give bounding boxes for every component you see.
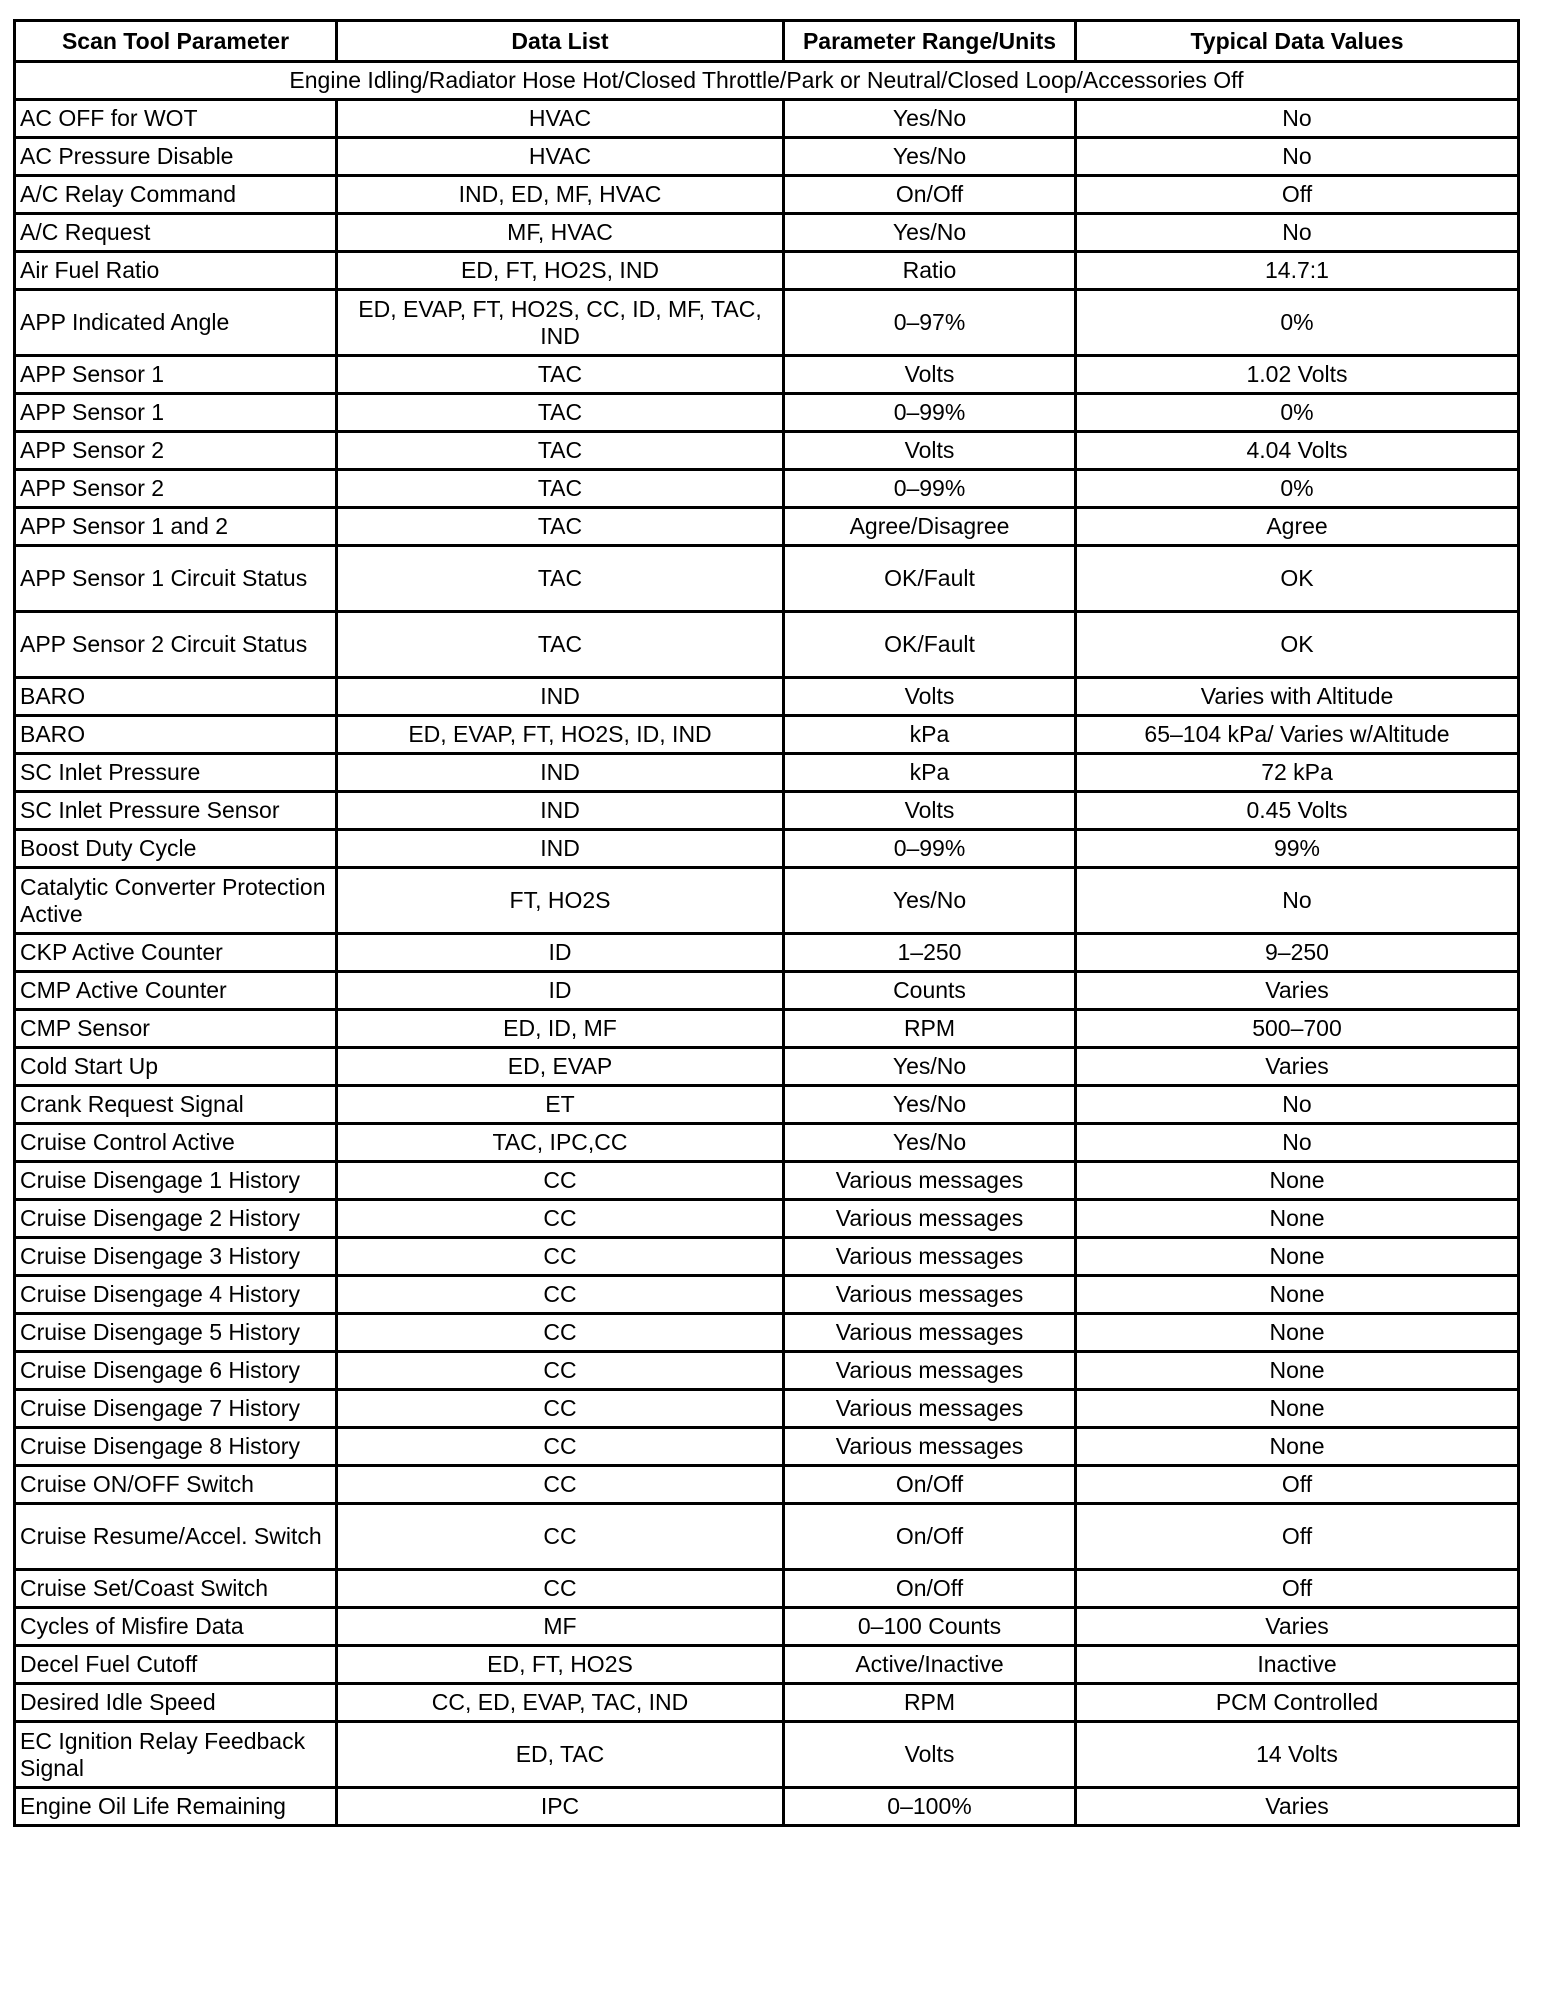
range-cell: Agree/Disagree [784,508,1076,546]
table-row [15,1124,1519,1162]
data-list-cell: IND [337,830,784,868]
data-list-cell: HVAC [337,138,784,176]
table-row [15,290,1519,356]
typical-cell: 4.04 Volts [1076,432,1519,470]
param-cell: APP Sensor 2 [15,470,337,508]
param-cell: Cold Start Up [15,1048,337,1086]
table-row [15,1086,1519,1124]
table-row [15,470,1519,508]
table-row [15,972,1519,1010]
typical-cell: No [1076,138,1519,176]
data-list-cell: TAC [337,546,784,612]
typical-cell: Inactive [1076,1646,1519,1684]
range-cell: Volts [784,432,1076,470]
param-cell: Cruise Set/Coast Switch [15,1570,337,1608]
data-list-cell: IND [337,678,784,716]
typical-cell: Off [1076,176,1519,214]
typical-cell: None [1076,1352,1519,1390]
data-list-cell: ED, EVAP, FT, HO2S, CC, ID, MF, TAC, IND [337,290,784,356]
table-row [15,214,1519,252]
typical-cell: Agree [1076,508,1519,546]
table-row [15,1048,1519,1086]
table-row [15,1570,1519,1608]
data-list-cell: IND [337,754,784,792]
data-list-cell: CC [337,1504,784,1570]
typical-cell: PCM Controlled [1076,1684,1519,1722]
range-cell: 0–97% [784,290,1076,356]
data-list-cell: CC [337,1466,784,1504]
typical-cell: 0% [1076,290,1519,356]
range-cell: Yes/No [784,868,1076,934]
param-cell: CMP Sensor [15,1010,337,1048]
range-cell: OK/Fault [784,546,1076,612]
data-list-cell: ED, ID, MF [337,1010,784,1048]
table-row [15,1200,1519,1238]
data-list-cell: HVAC [337,100,784,138]
range-cell: Yes/No [784,214,1076,252]
range-cell: 0–100% [784,1788,1076,1826]
typical-cell: None [1076,1428,1519,1466]
typical-cell: Varies with Altitude [1076,678,1519,716]
typical-cell: OK [1076,546,1519,612]
data-list-cell: TAC, IPC,CC [337,1124,784,1162]
table-row [15,1352,1519,1390]
table-row [15,830,1519,868]
data-list-cell: CC [337,1200,784,1238]
condition-row [15,62,1519,100]
range-cell: Active/Inactive [784,1646,1076,1684]
test-condition: Engine Idling/Radiator Hose Hot/Closed Throttle/Park or Neutral/Closed Loop/Accessories Off [15,62,1519,100]
table-row [15,394,1519,432]
table-row [15,1466,1519,1504]
typical-cell: Off [1076,1466,1519,1504]
data-list-cell: IPC [337,1788,784,1826]
data-list-cell: CC [337,1276,784,1314]
range-cell: Various messages [784,1162,1076,1200]
data-list-cell: ED, TAC [337,1722,784,1788]
param-cell: Crank Request Signal [15,1086,337,1124]
data-list-cell: TAC [337,508,784,546]
param-cell: Cruise Control Active [15,1124,337,1162]
typical-cell: No [1076,868,1519,934]
data-list-cell: CC [337,1570,784,1608]
table-row [15,138,1519,176]
param-cell: Cruise Disengage 1 History [15,1162,337,1200]
param-cell: Engine Oil Life Remaining [15,1788,337,1826]
data-list-cell: CC [337,1314,784,1352]
param-cell: A/C Request [15,214,337,252]
data-list-cell: IND [337,792,784,830]
range-cell: Various messages [784,1428,1076,1466]
typical-cell: None [1076,1314,1519,1352]
typical-cell: 72 kPa [1076,754,1519,792]
typical-cell: Off [1076,1504,1519,1570]
param-cell: Boost Duty Cycle [15,830,337,868]
param-cell: Cruise Disengage 5 History [15,1314,337,1352]
range-cell: Various messages [784,1200,1076,1238]
data-list-cell: CC [337,1352,784,1390]
param-cell: A/C Relay Command [15,176,337,214]
range-cell: kPa [784,716,1076,754]
table-row [15,868,1519,934]
table-row [15,1608,1519,1646]
typical-cell: 14.7:1 [1076,252,1519,290]
range-cell: Yes/No [784,1086,1076,1124]
range-cell: 0–99% [784,394,1076,432]
typical-cell: 0% [1076,394,1519,432]
range-cell: On/Off [784,1504,1076,1570]
typical-cell: 9–250 [1076,934,1519,972]
param-cell: BARO [15,716,337,754]
table-row [15,678,1519,716]
typical-cell: None [1076,1238,1519,1276]
table-row [15,716,1519,754]
data-list-cell: CC [337,1162,784,1200]
header-typical-data-values: Typical Data Values [1076,21,1519,62]
param-cell: AC Pressure Disable [15,138,337,176]
range-cell: Ratio [784,252,1076,290]
param-cell: APP Sensor 2 Circuit Status [15,612,337,678]
param-cell: Cruise ON/OFF Switch [15,1466,337,1504]
typical-cell: Varies [1076,972,1519,1010]
table-row [15,432,1519,470]
table-row [15,792,1519,830]
data-list-cell: TAC [337,432,784,470]
data-list-cell: CC [337,1428,784,1466]
header-row [15,21,1519,62]
data-list-cell: ED, EVAP [337,1048,784,1086]
table-row [15,1276,1519,1314]
param-cell: SC Inlet Pressure [15,754,337,792]
range-cell: Volts [784,356,1076,394]
table-row [15,934,1519,972]
data-list-cell: TAC [337,394,784,432]
data-list-cell: ID [337,934,784,972]
data-list-cell: IND, ED, MF, HVAC [337,176,784,214]
typical-cell: None [1076,1390,1519,1428]
data-list-cell: CC [337,1390,784,1428]
range-cell: Various messages [784,1352,1076,1390]
data-list-cell: CC, ED, EVAP, TAC, IND [337,1684,784,1722]
range-cell: Volts [784,1722,1076,1788]
range-cell: 0–99% [784,470,1076,508]
param-cell: SC Inlet Pressure Sensor [15,792,337,830]
header-scan-tool-parameter: Scan Tool Parameter [15,21,337,62]
scan-tool-data-table [13,19,1520,1827]
header-data-list: Data List [337,21,784,62]
typical-cell: Varies [1076,1608,1519,1646]
param-cell: APP Sensor 1 and 2 [15,508,337,546]
table-row [15,1238,1519,1276]
typical-cell: 0.45 Volts [1076,792,1519,830]
typical-cell: Off [1076,1570,1519,1608]
table-row [15,612,1519,678]
param-cell: APP Sensor 1 [15,356,337,394]
typical-cell: 65–104 kPa/ Varies w/Altitude [1076,716,1519,754]
table-row [15,1010,1519,1048]
typical-cell: Varies [1076,1788,1519,1826]
range-cell: 1–250 [784,934,1076,972]
data-list-cell: ET [337,1086,784,1124]
param-cell: BARO [15,678,337,716]
table-row [15,356,1519,394]
param-cell: Desired Idle Speed [15,1684,337,1722]
table-row [15,1504,1519,1570]
param-cell: Air Fuel Ratio [15,252,337,290]
data-list-cell: ED, EVAP, FT, HO2S, ID, IND [337,716,784,754]
typical-cell: OK [1076,612,1519,678]
param-cell: APP Sensor 1 [15,394,337,432]
param-cell: APP Sensor 2 [15,432,337,470]
typical-cell: None [1076,1200,1519,1238]
typical-cell: None [1076,1162,1519,1200]
data-list-cell: MF, HVAC [337,214,784,252]
range-cell: RPM [784,1684,1076,1722]
table-row [15,546,1519,612]
param-cell: Cruise Disengage 4 History [15,1276,337,1314]
range-cell: Yes/No [784,1048,1076,1086]
param-cell: Cruise Disengage 6 History [15,1352,337,1390]
table-row [15,100,1519,138]
param-cell: AC OFF for WOT [15,100,337,138]
range-cell: Volts [784,792,1076,830]
param-cell: Cruise Disengage 7 History [15,1390,337,1428]
range-cell: 0–99% [784,830,1076,868]
table-row [15,1162,1519,1200]
param-cell: APP Indicated Angle [15,290,337,356]
header-parameter-range-units: Parameter Range/Units [784,21,1076,62]
range-cell: Various messages [784,1238,1076,1276]
param-cell: Cycles of Misfire Data [15,1608,337,1646]
typical-cell: No [1076,100,1519,138]
range-cell: OK/Fault [784,612,1076,678]
table-row [15,252,1519,290]
range-cell: Various messages [784,1276,1076,1314]
data-list-cell: FT, HO2S [337,868,784,934]
data-list-cell: MF [337,1608,784,1646]
range-cell: Counts [784,972,1076,1010]
typical-cell: No [1076,1086,1519,1124]
table-row [15,754,1519,792]
typical-cell: 99% [1076,830,1519,868]
table-row [15,1788,1519,1826]
param-cell: EC Ignition Relay Feedback Signal [15,1722,337,1788]
param-cell: Cruise Disengage 2 History [15,1200,337,1238]
typical-cell: 1.02 Volts [1076,356,1519,394]
table-row [15,1390,1519,1428]
range-cell: On/Off [784,1466,1076,1504]
data-list-cell: TAC [337,470,784,508]
data-list-cell: ED, FT, HO2S [337,1646,784,1684]
range-cell: RPM [784,1010,1076,1048]
data-list-cell: TAC [337,356,784,394]
range-cell: Yes/No [784,138,1076,176]
typical-cell: Varies [1076,1048,1519,1086]
data-list-cell: CC [337,1238,784,1276]
data-list-cell: TAC [337,612,784,678]
range-cell: Various messages [784,1390,1076,1428]
range-cell: On/Off [784,176,1076,214]
param-cell: Catalytic Converter Protection Active [15,868,337,934]
range-cell: Various messages [784,1314,1076,1352]
range-cell: kPa [784,754,1076,792]
range-cell: Yes/No [784,100,1076,138]
param-cell: Cruise Disengage 8 History [15,1428,337,1466]
typical-cell: No [1076,214,1519,252]
table-row [15,176,1519,214]
data-list-cell: ED, FT, HO2S, IND [337,252,784,290]
table-row [15,1722,1519,1788]
data-list-cell: ID [337,972,784,1010]
range-cell: On/Off [784,1570,1076,1608]
typical-cell: 0% [1076,470,1519,508]
typical-cell: No [1076,1124,1519,1162]
typical-cell: 500–700 [1076,1010,1519,1048]
param-cell: APP Sensor 1 Circuit Status [15,546,337,612]
param-cell: Decel Fuel Cutoff [15,1646,337,1684]
param-cell: CMP Active Counter [15,972,337,1010]
range-cell: 0–100 Counts [784,1608,1076,1646]
typical-cell: 14 Volts [1076,1722,1519,1788]
table-row [15,1646,1519,1684]
range-cell: Volts [784,678,1076,716]
param-cell: CKP Active Counter [15,934,337,972]
table-row [15,1428,1519,1466]
param-cell: Cruise Resume/Accel. Switch [15,1504,337,1570]
table-row [15,1684,1519,1722]
table-row [15,1314,1519,1352]
param-cell: Cruise Disengage 3 History [15,1238,337,1276]
range-cell: Yes/No [784,1124,1076,1162]
typical-cell: None [1076,1276,1519,1314]
table-row [15,508,1519,546]
